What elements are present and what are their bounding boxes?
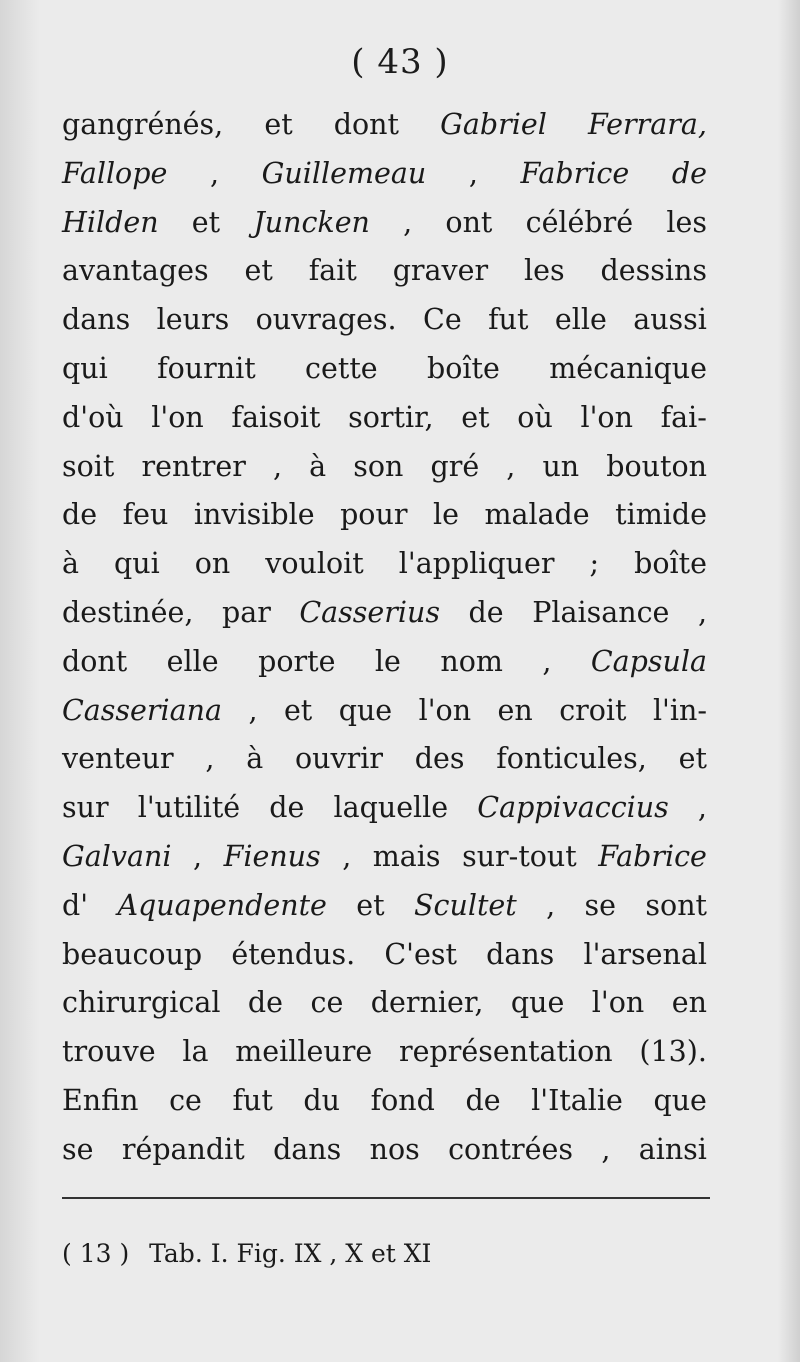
- word: dessins: [600, 254, 707, 288]
- word: ouvrages.: [255, 303, 397, 337]
- word: d': [62, 888, 89, 922]
- word: cette: [305, 351, 378, 385]
- word: graver: [392, 254, 489, 288]
- word: gré: [430, 449, 480, 483]
- word: le: [432, 498, 459, 532]
- word: aussi: [633, 303, 707, 337]
- word: et: [244, 254, 273, 288]
- word: trouve: [62, 1035, 156, 1069]
- word: Fabrice: [520, 156, 630, 190]
- word: sur-tout: [462, 839, 577, 873]
- word: Fallope: [62, 156, 168, 190]
- text-line: [62, 1126, 707, 1175]
- text-line: [62, 784, 707, 833]
- word: elle: [554, 303, 607, 337]
- text-line: [62, 882, 707, 931]
- word: l'arsenal: [583, 937, 707, 971]
- word: bouton: [606, 449, 707, 483]
- word: Guillemeau: [261, 156, 427, 190]
- text-line: [62, 735, 707, 784]
- word: Plaisance: [532, 595, 670, 629]
- word: nos: [369, 1132, 420, 1166]
- word: feu: [122, 498, 169, 532]
- word: de: [465, 1083, 501, 1117]
- word: où: [517, 400, 553, 434]
- word: Fabrice: [598, 839, 707, 873]
- word: Capsula: [590, 644, 707, 678]
- word: leurs: [156, 303, 230, 337]
- word: en: [497, 693, 533, 727]
- word: du: [303, 1083, 341, 1117]
- word: invisible: [193, 498, 315, 532]
- word: l'Italie: [531, 1083, 623, 1117]
- word: dernier,: [370, 986, 484, 1020]
- word: et: [461, 400, 490, 434]
- word: ,: [192, 839, 203, 873]
- page-number: ( 43 ): [351, 42, 449, 82]
- word: qui: [62, 351, 108, 385]
- word: ,: [468, 156, 478, 190]
- word: Juncken: [253, 205, 370, 239]
- word: ,: [403, 205, 413, 239]
- word: chirurgical: [62, 986, 221, 1020]
- word: dans: [273, 1132, 342, 1166]
- word: boîte: [427, 351, 500, 385]
- word: meilleure: [235, 1035, 373, 1069]
- word: et: [283, 693, 313, 727]
- word: fait: [308, 254, 357, 288]
- word: fai-: [660, 400, 707, 434]
- word: fond: [370, 1083, 435, 1117]
- word: l'in-: [652, 693, 707, 727]
- word: elle: [166, 644, 219, 678]
- word: l'on: [591, 986, 645, 1020]
- word: fonticules,: [496, 742, 647, 776]
- word: de: [468, 595, 504, 629]
- word: sur: [62, 791, 109, 825]
- text-line: [62, 345, 707, 394]
- footnote: [62, 1234, 702, 1274]
- word: ,: [542, 644, 552, 678]
- footnote-text: Tab. I. Fig. IX , X et XI: [149, 1239, 432, 1268]
- word: ,: [248, 693, 258, 727]
- word: se: [62, 1132, 94, 1166]
- word: pour: [340, 498, 408, 532]
- word: de: [671, 156, 707, 190]
- text-line: [62, 491, 707, 540]
- word: gangrénés,: [62, 108, 224, 141]
- body-text: [62, 101, 707, 1175]
- word: laquelle: [333, 791, 449, 825]
- text-line: [62, 833, 707, 882]
- word: se: [584, 888, 617, 922]
- word: sortir,: [348, 400, 434, 434]
- word: Casseriana: [62, 693, 222, 727]
- word: à: [62, 547, 79, 581]
- word: dans: [486, 937, 555, 971]
- word: Ce: [423, 303, 462, 337]
- word: Hilden: [62, 205, 159, 239]
- word: représentation: [399, 1035, 613, 1069]
- word: soit: [62, 449, 115, 483]
- footnote-marker: ( 13 ): [62, 1239, 130, 1268]
- word: que: [338, 693, 393, 727]
- text-line: [62, 687, 707, 736]
- word: contrées: [448, 1132, 573, 1166]
- word: ce: [310, 986, 344, 1020]
- word: croit: [559, 693, 627, 727]
- word: et: [191, 205, 221, 239]
- word: beaucoup: [62, 937, 203, 971]
- footnote-rule: [62, 1197, 710, 1199]
- word: les: [524, 254, 565, 288]
- word: Cappivaccius: [477, 791, 669, 825]
- word: Ferrara,: [587, 108, 707, 141]
- word: d'où: [62, 400, 124, 434]
- word: Gabriel: [440, 108, 547, 141]
- text-line: [62, 638, 707, 687]
- word: porte: [258, 644, 336, 678]
- word: ,: [342, 839, 352, 873]
- word: venteur: [62, 742, 174, 776]
- word: ce: [169, 1083, 202, 1117]
- word: répandit: [121, 1132, 245, 1166]
- word: l'on: [580, 400, 633, 434]
- text-line: [62, 979, 707, 1028]
- word: Casserius: [299, 595, 441, 629]
- word: malade: [484, 498, 590, 532]
- word: un: [542, 449, 580, 483]
- word: la: [182, 1035, 209, 1069]
- word: Fienus: [223, 839, 321, 873]
- text-line: [62, 199, 707, 248]
- word: vouloit: [265, 547, 364, 581]
- word: à: [309, 449, 327, 483]
- word: ,: [272, 449, 283, 483]
- text-line: [62, 1077, 707, 1126]
- word: son: [353, 449, 404, 483]
- text-line: [62, 589, 707, 638]
- word: de: [269, 791, 305, 825]
- word: ,: [601, 1132, 611, 1166]
- word: avantages: [62, 254, 209, 288]
- word: ,: [697, 595, 707, 629]
- word: Galvani: [62, 839, 172, 873]
- word: de: [62, 498, 98, 532]
- word: que: [510, 986, 565, 1020]
- word: faisoit: [231, 400, 321, 434]
- word: on: [194, 547, 231, 581]
- text-line: [62, 394, 707, 443]
- text-line: [62, 296, 707, 345]
- word: dans: [62, 303, 131, 337]
- word: ;: [589, 547, 600, 581]
- word: ,: [546, 888, 556, 922]
- word: l'utilité: [137, 791, 241, 825]
- word: que: [653, 1083, 707, 1117]
- word: ainsi: [638, 1132, 707, 1166]
- text-line: [62, 101, 707, 150]
- text-line: [62, 150, 707, 199]
- word: ouvrir: [294, 742, 383, 776]
- word: l'on: [151, 400, 204, 434]
- word: ,: [205, 742, 215, 776]
- word: ont: [445, 205, 493, 239]
- word: fournit: [157, 351, 256, 385]
- word: mécanique: [549, 351, 707, 385]
- word: (13).: [639, 1035, 707, 1069]
- word: étendus.: [231, 937, 356, 971]
- word: fut: [488, 303, 529, 337]
- word: qui: [114, 547, 160, 581]
- word: célébré: [525, 205, 634, 239]
- word: rentrer: [141, 449, 246, 483]
- text-line: [62, 540, 707, 589]
- word: et: [264, 108, 293, 141]
- word: ,: [209, 156, 220, 190]
- word: à: [246, 742, 264, 776]
- word: l'on: [418, 693, 472, 727]
- word: de: [247, 986, 284, 1020]
- word: l'appliquer: [398, 547, 555, 581]
- word: timide: [615, 498, 707, 532]
- word: mais: [372, 839, 441, 873]
- word: nom: [440, 644, 503, 678]
- text-line: [62, 443, 707, 492]
- word: C'est: [384, 937, 457, 971]
- word: sont: [645, 888, 707, 922]
- word: en: [671, 986, 707, 1020]
- word: et: [356, 888, 385, 922]
- text-line: [62, 1028, 707, 1077]
- word: dont: [62, 644, 128, 678]
- word: ,: [506, 449, 516, 483]
- word: des: [414, 742, 465, 776]
- word: Enfin: [62, 1083, 139, 1117]
- text-line: [62, 931, 707, 980]
- word: par: [221, 595, 271, 629]
- word: destinée,: [62, 595, 194, 629]
- text-line: [62, 247, 707, 296]
- word: le: [374, 644, 401, 678]
- word: ,: [697, 791, 707, 825]
- word: fut: [232, 1083, 273, 1117]
- word: dont: [333, 108, 399, 141]
- word: les: [666, 205, 707, 239]
- word: et: [678, 742, 707, 776]
- word: Aquapendente: [117, 888, 327, 922]
- word: Scultet: [413, 888, 517, 922]
- word: boîte: [634, 547, 707, 581]
